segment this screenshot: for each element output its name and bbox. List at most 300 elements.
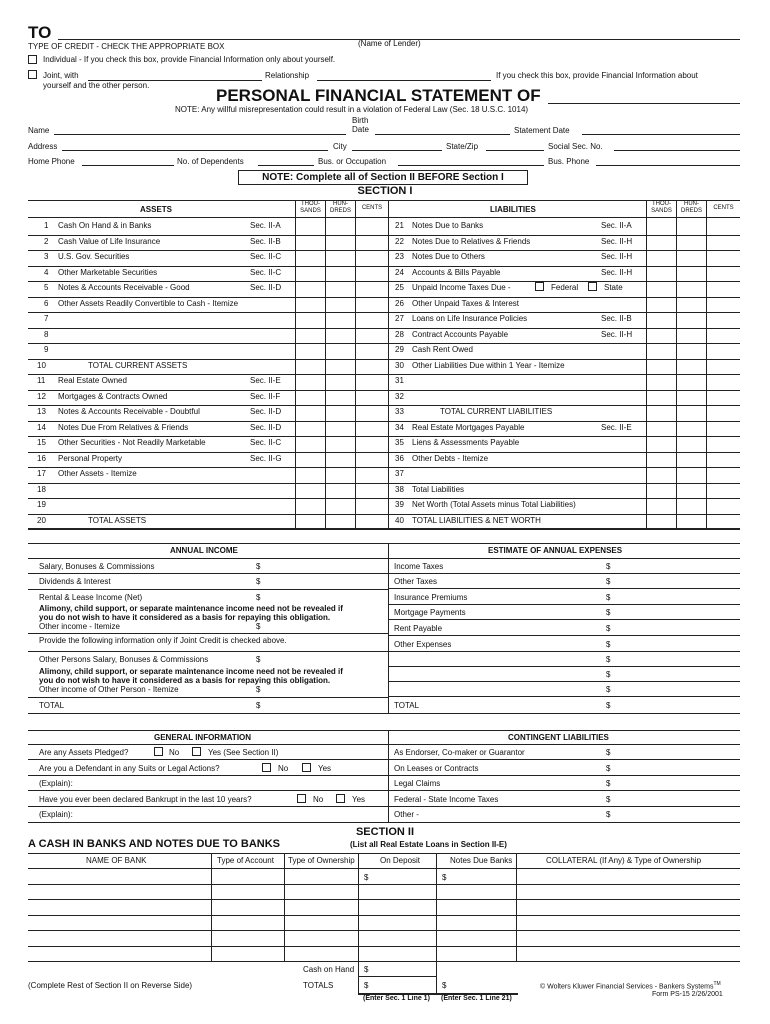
bank-row-rule (28, 899, 740, 900)
asset-label: Other Assets Readily Convertible to Cash - Itemize (58, 298, 239, 308)
asset-amount-field[interactable] (296, 359, 387, 374)
joint-label: Joint, with (43, 71, 79, 80)
asset-amount-field[interactable] (296, 328, 387, 343)
liability-label: Loans on Life Insurance Policies (412, 314, 528, 323)
asset-row-rule (28, 529, 388, 530)
asset-section-ref: Sec. II-C (250, 267, 282, 277)
contingent-row-rule (388, 806, 740, 807)
liability-label: Total Liabilities (412, 484, 465, 494)
expense-row-rule (388, 619, 740, 620)
occupation-field[interactable] (398, 165, 544, 166)
asset-amount-field[interactable] (296, 436, 387, 451)
bank-table-header-rule (28, 868, 740, 869)
asset-line-number: 1 (44, 221, 49, 230)
expense-row-rule (388, 588, 740, 589)
bankrupt-no-checkbox[interactable] (297, 794, 306, 803)
asset-amount-field[interactable] (296, 421, 387, 436)
income-row-rule (28, 573, 388, 574)
defendant-no-label: No (278, 764, 289, 773)
cash-on-hand-label: Cash on Hand (303, 965, 355, 974)
asset-section-ref: Sec. II-B (250, 236, 281, 246)
asset-line-number: 10 (37, 360, 46, 370)
general-row-rule (28, 790, 388, 791)
federal-checkbox[interactable] (535, 282, 544, 291)
liability-section-ref: Sec. II-E (601, 422, 632, 432)
asset-amount-field[interactable] (296, 250, 387, 265)
thousands-label: THOU- SANDS (300, 201, 321, 214)
table-top-rule (28, 200, 740, 201)
occupation-label: Bus. or Occupation (318, 157, 387, 166)
liability-amount-field[interactable] (647, 436, 739, 451)
expense-row-rule (388, 635, 740, 636)
explain-label-1: (Explain): (39, 779, 73, 788)
liability-line-number: 22 (395, 236, 404, 246)
col-type-of-account: Type of Account (217, 856, 274, 865)
statement-date-label: Statement Date (514, 126, 570, 135)
liability-line-number: 27 (395, 314, 404, 323)
liability-label: Contract Accounts Payable (412, 329, 509, 339)
form-number: Form PS-15 2/26/2001 (652, 991, 723, 998)
asset-amount-field[interactable] (296, 312, 387, 327)
liability-label: Liens & Assessments Payable (412, 438, 520, 447)
expense-label: Insurance Premiums (394, 593, 468, 602)
expense-dollar[interactable]: $ (606, 624, 611, 633)
asset-amount-field[interactable] (296, 498, 387, 513)
bank-row-rule (28, 961, 740, 962)
asset-line-number: 5 (44, 283, 49, 292)
liability-label: Accounts & Bills Payable (412, 267, 501, 277)
pledged-yes-checkbox[interactable] (192, 747, 201, 756)
liab-hundreds-label: HUN- DREDS (680, 201, 702, 214)
liabilities-header: LIABILITIES (490, 205, 536, 214)
asset-amount-field[interactable] (296, 219, 387, 234)
liability-amount-field[interactable] (647, 312, 739, 327)
liability-line-number: 38 (395, 484, 404, 494)
liability-label: Notes Due to Others (412, 252, 485, 261)
asset-section-ref: Sec. II-A (250, 221, 281, 230)
enter-line-1: (Enter Sec. 1 Line 1) (363, 995, 430, 1002)
liability-line-number: 33 (395, 407, 404, 416)
liability-label: Notes Due to Banks (412, 221, 484, 230)
asset-amount-field[interactable] (296, 266, 387, 281)
contingent-label: Other - (394, 810, 419, 819)
liability-line-number: 26 (395, 298, 404, 308)
dependents-label: No. of Dependents (177, 157, 244, 166)
liability-amount-field[interactable] (647, 359, 739, 374)
home-phone-label: Home Phone (28, 157, 75, 166)
liability-amount-field[interactable] (647, 297, 739, 312)
asset-line-number: 2 (44, 236, 49, 246)
general-bottom-rule (28, 822, 740, 823)
alimony-note-4: you do not wish to have it considered as a basis for repaying this obligation. (39, 676, 331, 685)
asset-label: Real Estate Owned (58, 376, 127, 385)
liability-amount-field[interactable] (647, 405, 739, 420)
income-salary-dollar[interactable]: $ (256, 562, 261, 571)
income-row-rule (28, 697, 388, 698)
expense-row-rule (388, 666, 740, 667)
liability-amount-field[interactable] (647, 250, 739, 265)
income-rental-dollar[interactable]: $ (256, 593, 261, 602)
totals-notes-dollar[interactable]: $ (442, 981, 447, 990)
statement-date-field[interactable] (582, 134, 740, 135)
liability-line-number: 31 (395, 376, 404, 385)
contingent-label: Legal Claims (394, 779, 441, 788)
page-title: PERSONAL FINANCIAL STATEMENT OF (216, 86, 541, 105)
liability-line-number: 36 (395, 453, 404, 463)
expense-label: Income Taxes (394, 562, 444, 571)
individual-label: Individual - If you check this box, provide Financial Information only about yourself. (43, 55, 336, 64)
asset-line-number: 12 (37, 391, 46, 401)
expense-label: Other Taxes (394, 577, 437, 586)
liability-line-number: 28 (395, 329, 404, 339)
liability-section-ref: Sec. II-H (601, 267, 633, 277)
income-row-rule (28, 589, 388, 590)
liability-amount-field[interactable] (647, 235, 739, 250)
liability-amount-field[interactable] (647, 498, 739, 513)
liability-label: Unpaid Income Taxes Due - (412, 283, 511, 292)
home-phone-field[interactable] (82, 165, 174, 166)
explain-label-2: (Explain): (39, 810, 73, 819)
ssn-field[interactable] (614, 150, 740, 151)
expense-label: Other Expenses (394, 640, 452, 649)
income-center-divider (388, 543, 389, 713)
state-label: State (604, 283, 623, 292)
on-deposit-dollar[interactable]: $ (364, 873, 369, 882)
other-persons-salary-dollar[interactable]: $ (256, 655, 261, 664)
liability-section-ref: Sec. II-B (601, 314, 632, 323)
bus-phone-field[interactable] (596, 165, 740, 166)
expense-dollar[interactable]: $ (606, 640, 611, 649)
section1-note: NOTE: Complete all of Section II BEFORE Section I (238, 170, 528, 185)
other-person-income-dollar[interactable]: $ (256, 685, 261, 694)
expense-label: Rent Payable (394, 624, 443, 633)
contingent-row-rule (388, 775, 740, 776)
asset-line-number: 8 (44, 329, 49, 339)
asset-amount-field[interactable] (296, 483, 387, 498)
liability-amount-field[interactable] (647, 219, 739, 234)
liability-line-number: 23 (395, 252, 404, 261)
income-salary: Salary, Bonuses & Commissions (39, 562, 155, 571)
asset-line-number: 16 (37, 453, 46, 463)
birth-label: Birth (352, 116, 369, 125)
contingent-label: Federal - State Income Taxes (394, 795, 499, 804)
copyright-text: © Wolters Kluwer Financial Services - Bankers Systems™ (540, 981, 721, 991)
contingent-label: On Leases or Contracts (394, 764, 479, 773)
income-row-rule (28, 651, 388, 652)
liability-amount-field[interactable] (647, 483, 739, 498)
liability-line-number: 29 (395, 345, 404, 354)
asset-amount-field[interactable] (296, 374, 387, 389)
income-other: Other income - Itemize (39, 622, 120, 631)
liability-amount-field[interactable] (647, 421, 739, 436)
relationship-field[interactable] (317, 80, 491, 81)
joint-tail-text: If you check this box, provide Financial Information about (496, 71, 698, 80)
bank-table-top-rule (28, 853, 740, 854)
contingent-dollar[interactable]: $ (606, 810, 611, 819)
asset-line-number: 19 (37, 500, 46, 509)
general-top-rule (28, 730, 740, 731)
complete-rest-note: (Complete Rest of Section II on Reverse Side) (28, 981, 193, 990)
asset-amount-field[interactable] (296, 390, 387, 405)
bank-row-rule (28, 884, 740, 885)
liability-row-rule (388, 529, 740, 530)
expense-dollar[interactable]: $ (606, 593, 611, 602)
asset-amount-field[interactable] (296, 405, 387, 420)
joint-tail-text-2: yourself and the other person. (43, 81, 150, 90)
dependents-field[interactable] (258, 165, 314, 166)
bank-row-rule (28, 930, 740, 931)
cash-on-hand-rule (358, 976, 436, 977)
expense-row-rule (388, 573, 740, 574)
expense-dollar[interactable]: $ (606, 577, 611, 586)
col-notes-due-banks: Notes Due Banks (450, 856, 513, 865)
asset-label: TOTAL ASSETS (88, 515, 147, 525)
bank-row-rule (28, 946, 740, 947)
expense-dollar[interactable]: $ (606, 701, 611, 710)
liability-section-ref: Sec. II-A (601, 221, 632, 230)
expense-row-rule (388, 651, 740, 652)
asset-label: Notes & Accounts Receivable - Doubtful (58, 407, 200, 416)
asset-line-number: 15 (37, 438, 46, 447)
cash-on-hand-dollar[interactable]: $ (364, 965, 369, 974)
expense-dollar[interactable]: $ (606, 670, 611, 679)
federal-label: Federal (551, 283, 579, 292)
bankrupt-yes-checkbox[interactable] (336, 794, 345, 803)
asset-label: U.S. Gov. Securities (58, 252, 130, 261)
liability-amount-field[interactable] (647, 343, 739, 358)
asset-amount-field[interactable] (296, 452, 387, 467)
contingent-dollar[interactable]: $ (606, 779, 611, 788)
asset-label: Cash Value of Life Insurance (58, 236, 161, 246)
asset-label: Other Securities - Not Readily Marketable (58, 438, 206, 447)
asset-label: Mortgages & Contracts Owned (58, 391, 168, 401)
other-person-income: Other income of Other Person - Itemize (39, 685, 179, 694)
asset-line-number: 17 (37, 469, 46, 478)
birth-date-field[interactable] (375, 134, 510, 135)
contingent-label: As Endorser, Co-maker or Guarantor (394, 748, 525, 757)
to-label: TO (28, 23, 52, 42)
asset-label: TOTAL CURRENT ASSETS (88, 360, 188, 370)
section2-a-title: A CASH IN BANKS AND NOTES DUE TO BANKS (28, 838, 280, 850)
liability-section-ref: Sec. II-H (601, 252, 633, 261)
annual-income-header: ANNUAL INCOME (170, 546, 238, 555)
enter-line-21: (Enter Sec. 1 Line 21) (441, 995, 512, 1002)
liability-line-number: 21 (395, 221, 404, 230)
city-field[interactable] (352, 150, 442, 151)
liability-line-number: 30 (395, 360, 404, 370)
asset-line-number: 3 (44, 252, 49, 261)
asset-label: Personal Property (58, 453, 123, 463)
cents-label: CENTS (361, 205, 383, 211)
income-dividends: Dividends & Interest (39, 577, 111, 586)
contingent-dollar[interactable]: $ (606, 764, 611, 773)
asset-amount-field[interactable] (296, 297, 387, 312)
birth-date-label: Date (352, 125, 369, 134)
liability-amount-field[interactable] (647, 452, 739, 467)
liability-label: Net Worth (Total Assets minus Total Liabilities) (412, 500, 576, 509)
asset-line-number: 11 (37, 376, 46, 385)
expense-row-rule (388, 696, 740, 697)
income-header-rule (28, 558, 740, 559)
liability-amount-field[interactable] (647, 514, 739, 529)
expense-label: TOTAL (394, 701, 420, 710)
liability-amount-field[interactable] (647, 328, 739, 343)
table-header-rule (28, 217, 740, 218)
totals-deposit-dollar[interactable]: $ (364, 981, 369, 990)
alimony-note-2: you do not wish to have it considered as a basis for repaying this obligation. (39, 613, 331, 622)
city-label: City (333, 142, 347, 151)
asset-amount-field[interactable] (296, 343, 387, 358)
asset-section-ref: Sec. II-D (250, 422, 282, 432)
state-zip-label: State/Zip (446, 142, 479, 151)
liability-label: Real Estate Mortgages Payable (412, 422, 525, 432)
defendant-yes-label: Yes (318, 764, 332, 773)
income-dividends-dollar[interactable]: $ (256, 577, 261, 586)
pledged-yes-label: Yes (See Section II) (208, 748, 279, 757)
liability-amount-field[interactable] (647, 390, 739, 405)
col-name-of-bank: NAME OF BANK (86, 856, 147, 865)
assets-pledged-question: Are any Assets Pledged? (39, 748, 129, 757)
joint-credit-note: Provide the following information only if Joint Credit is checked above. (39, 636, 287, 645)
contingent-header: CONTINGENT LIABILITIES (508, 733, 609, 742)
liability-label: TOTAL LIABILITIES & NET WORTH (412, 515, 541, 525)
liab-cents-label: CENTS (713, 205, 734, 211)
expense-dollar[interactable]: $ (606, 562, 611, 571)
general-center-divider (388, 730, 389, 822)
address-field[interactable] (62, 150, 328, 151)
annual-expenses-header: ESTIMATE OF ANNUAL EXPENSES (488, 546, 623, 555)
asset-label: Cash On Hand & in Banks (58, 221, 152, 230)
asset-line-number: 4 (44, 267, 49, 277)
bus-phone-label: Bus. Phone (548, 157, 590, 166)
defendant-yes-checkbox[interactable] (302, 763, 311, 772)
bankrupt-yes-label: Yes (352, 795, 366, 804)
liability-section-ref: Sec. II-H (601, 236, 633, 246)
joint-checkbox[interactable] (28, 70, 37, 79)
notes-due-dollar[interactable]: $ (442, 873, 447, 882)
liability-label: Other Debts - Itemize (412, 453, 489, 463)
asset-label: Other Assets - Itemize (58, 469, 137, 478)
asset-line-number: 7 (44, 314, 49, 323)
section2-title: SECTION II (355, 826, 415, 838)
other-persons-salary: Other Persons Salary, Bonuses & Commissions (39, 655, 209, 664)
asset-section-ref: Sec. II-C (250, 252, 282, 261)
contingent-dollar[interactable]: $ (606, 748, 611, 757)
asset-amount-field[interactable] (296, 281, 387, 296)
contingent-dollar[interactable]: $ (606, 795, 611, 804)
lender-name-caption: (Name of Lender) (358, 39, 421, 48)
liability-amount-field[interactable] (647, 266, 739, 281)
liability-line-number: 24 (395, 267, 404, 277)
income-total: TOTAL (39, 701, 65, 710)
type-of-credit-label: TYPE OF CREDIT - CHECK THE APPROPRIATE BOX (28, 42, 225, 51)
asset-label: Notes Due From Relatives & Friends (58, 422, 189, 432)
liability-line-number: 34 (395, 422, 404, 432)
defendant-no-checkbox[interactable] (262, 763, 271, 772)
liability-line-number: 35 (395, 438, 404, 447)
federal-law-note: NOTE: Any willful misrepresentation could result in a violation of Federal Law (Sec. 18 U.S.C. 1014) (175, 105, 529, 114)
contingent-row-rule (388, 759, 740, 760)
liability-line-number: 25 (395, 283, 404, 292)
liability-label: Other Unpaid Taxes & Interest (412, 298, 520, 308)
asset-line-number: 18 (37, 484, 46, 494)
state-checkbox[interactable] (588, 282, 597, 291)
hundreds-label: HUN- DREDS (329, 201, 351, 214)
income-row-rule (28, 633, 388, 634)
col-collateral: COLLATERAL (If Any) & Type of Ownership (546, 856, 702, 865)
asset-amount-field[interactable] (296, 514, 387, 529)
name-label: Name (28, 126, 50, 135)
liability-line-number: 40 (395, 515, 404, 525)
asset-amount-field[interactable] (296, 467, 387, 482)
liability-label: TOTAL CURRENT LIABILITIES (440, 407, 553, 416)
asset-section-ref: Sec. II-D (250, 407, 282, 416)
statement-of-field[interactable] (548, 103, 740, 104)
general-row-rule (28, 775, 388, 776)
liability-line-number: 37 (395, 469, 404, 478)
liability-label: Other Liabilities Due within 1 Year - Itemize (412, 360, 565, 370)
general-header-rule (28, 744, 740, 745)
liability-line-number: 39 (395, 500, 404, 509)
asset-section-ref: Sec. II-E (250, 376, 281, 385)
ssn-label: Social Sec. No. (548, 142, 603, 151)
relationship-label: Relationship (265, 71, 310, 80)
income-other-dollar[interactable]: $ (256, 622, 261, 631)
asset-line-number: 9 (44, 345, 49, 354)
pledged-no-checkbox[interactable] (154, 747, 163, 756)
name-field[interactable] (54, 134, 346, 135)
asset-line-number: 20 (37, 515, 46, 525)
state-zip-field[interactable] (486, 150, 544, 151)
general-info-header: GENERAL INFORMATION (154, 733, 252, 742)
expense-dollar[interactable]: $ (606, 608, 611, 617)
pledged-no-label: No (169, 748, 180, 757)
asset-line-number: 14 (37, 422, 46, 432)
expense-row-rule (388, 681, 740, 682)
defendant-question: Are you a Defendant in any Suits or Legal Actions? (39, 764, 220, 773)
section2-subtitle: (List all Real Estate Loans in Section II-E) (350, 840, 507, 849)
individual-checkbox[interactable] (28, 55, 37, 64)
liability-amount-field[interactable] (647, 281, 739, 296)
bank-col-divider (358, 853, 359, 995)
income-top-rule (28, 543, 740, 544)
col-type-of-ownership: Type of Ownership (288, 856, 355, 865)
general-row-rule (28, 806, 388, 807)
asset-line-number: 13 (37, 407, 46, 416)
bank-col-divider (436, 853, 437, 995)
asset-section-ref: Sec. II-F (250, 391, 281, 401)
asset-amount-field[interactable] (296, 235, 387, 250)
alimony-note-1: Alimony, child support, or separate maintenance income need not be revealed if (39, 604, 343, 613)
asset-section-ref: Sec. II-G (250, 453, 282, 463)
asset-label: Other Marketable Securities (58, 267, 158, 277)
expense-dollar[interactable]: $ (606, 685, 611, 694)
bank-row-rule (28, 915, 740, 916)
income-rental: Rental & Lease Income (Net) (39, 593, 143, 602)
section1-title: SECTION I (357, 185, 413, 197)
liability-amount-field[interactable] (647, 467, 739, 482)
liab-thousands-label: THOU- SANDS (651, 201, 672, 214)
expense-row-rule (388, 604, 740, 605)
liability-amount-field[interactable] (647, 374, 739, 389)
asset-line-number: 6 (44, 298, 49, 308)
income-total-dollar[interactable]: $ (256, 701, 261, 710)
expense-dollar[interactable]: $ (606, 655, 611, 664)
general-row-rule (28, 759, 388, 760)
asset-label: Notes & Accounts Receivable - Good (58, 283, 190, 292)
income-bottom-rule (28, 713, 740, 714)
asset-section-ref: Sec. II-C (250, 438, 282, 447)
